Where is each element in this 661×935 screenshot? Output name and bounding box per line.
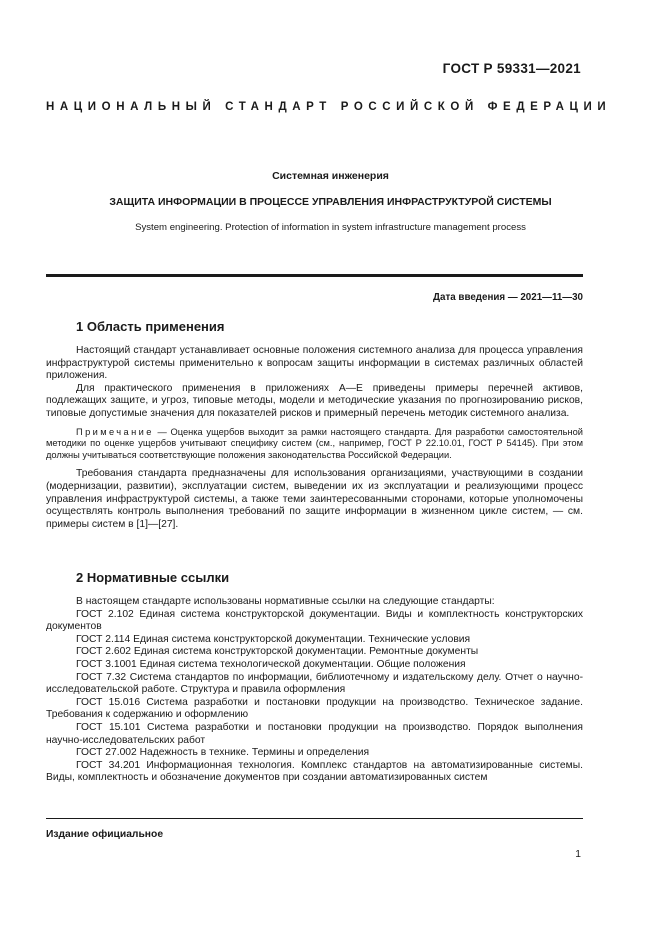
reference-item: ГОСТ 7.32 Система стандартов по информации, библиотечному и издательскому делу. Отчет о научно-исследовательской работе. Структура и правила оформления [46,671,583,696]
reference-item: ГОСТ 2.602 Единая система конструкторской документации. Ремонтные документы [76,646,479,658]
section-2-heading: 2 Нормативные ссылки [76,570,230,585]
references-intro: В настоящем стандарте использованы нормативные ссылки на следующие стандарты: [76,596,495,607]
national-standard-heading: НАЦИОНАЛЬНЫЙ СТАНДАРТ РОССИЙСКОЙ ФЕДЕРАЦИИ [46,101,612,113]
thick-divider [46,274,583,277]
section-1-heading: 1 Область применения [76,319,225,334]
section-1-paragraph-2: Для практического применения в приложениях А—Е приведены примеры перечней активов, подлежащих защите, и угроз, типовые методы, модели и методические указания по прогнозированию рисков, типовые допустимые значения для показателей рисков и примерный перечень методик системного анализа. [46,382,583,419]
reference-item: ГОСТ 27.002 Надежность в технике. Термины и определения [76,747,370,759]
reference-item: ГОСТ 2.114 Единая система конструкторской документации. Технические условия [76,633,471,645]
section-2-body [46,596,583,785]
section-1-paragraph-1: Настоящий стандарт устанавливает основные положения системного анализа для процесса управления инфраструктурой системы применительно к вопросам защиты информации в системах различных областей приложения. [46,345,583,382]
reference-item: ГОСТ 15.016 Система разработки и постановки продукции на производство. Техническое задание. Требования к содержанию и оформлению [46,696,583,721]
document-number: ГОСТ Р 59331—2021 [442,61,581,76]
note-label: Примечание [76,426,154,437]
section-1-body [46,345,583,531]
reference-item: ГОСТ 2.102 Единая система конструкторской документации. Виды и комплектность конструкторских документов [46,608,583,633]
standard-title-russian: ЗАЩИТА ИНФОРМАЦИИ В ПРОЦЕССЕ УПРАВЛЕНИЯ ИНФРАСТРУКТУРОЙ СИСТЕМЫ [109,196,552,208]
reference-item: ГОСТ 3.1001 Единая система технологической документации. Общие положения [76,658,466,670]
footer-divider [46,818,583,819]
subject-title: Системная инженерия [272,170,389,182]
section-1-note [46,427,583,462]
section-1-paragraph-3: Требования стандарта предназначены для использования организациями, участвующими в создании (модернизации, развитии), эксплуатации систем, выведении их из эксплуатации и реализующими процесс управления инфраструктурой системы, а также теми заинтересованными сторонами, которые уполномочены осуществлять контроль выполнения требований по защите информации в жизненном цикле систем, — см. примеры систем в [1]—[27]. [46,468,583,530]
standard-title-english: System engineering. Protection of information in system infrastructure management process [135,222,526,233]
reference-item: ГОСТ 15.101 Система разработки и постановки продукции на производство. Порядок выполнения научно-исследовательских работ [46,721,583,746]
page-number: 1 [575,849,581,860]
note-text: — Оценка ущербов выходит за рамки настоящего стандарта. Для разработки самостоятельной методики по оценке ущербов учитывают специфику систем (см., например, ГОСТ Р 22.10.01, ГОСТ Р 54145). При этом должны учитываться соответствующие положения законодательства Российской Федерации. [46,426,583,460]
reference-item: ГОСТ 34.201 Информационная технология. Комплекс стандартов на автоматизированные системы. Виды, комплектность и обозначение документов при создании автоматизированных систем [46,759,583,784]
date-introduced: Дата введения — 2021—11—30 [433,292,583,303]
official-edition-label: Издание официальное [46,829,164,840]
